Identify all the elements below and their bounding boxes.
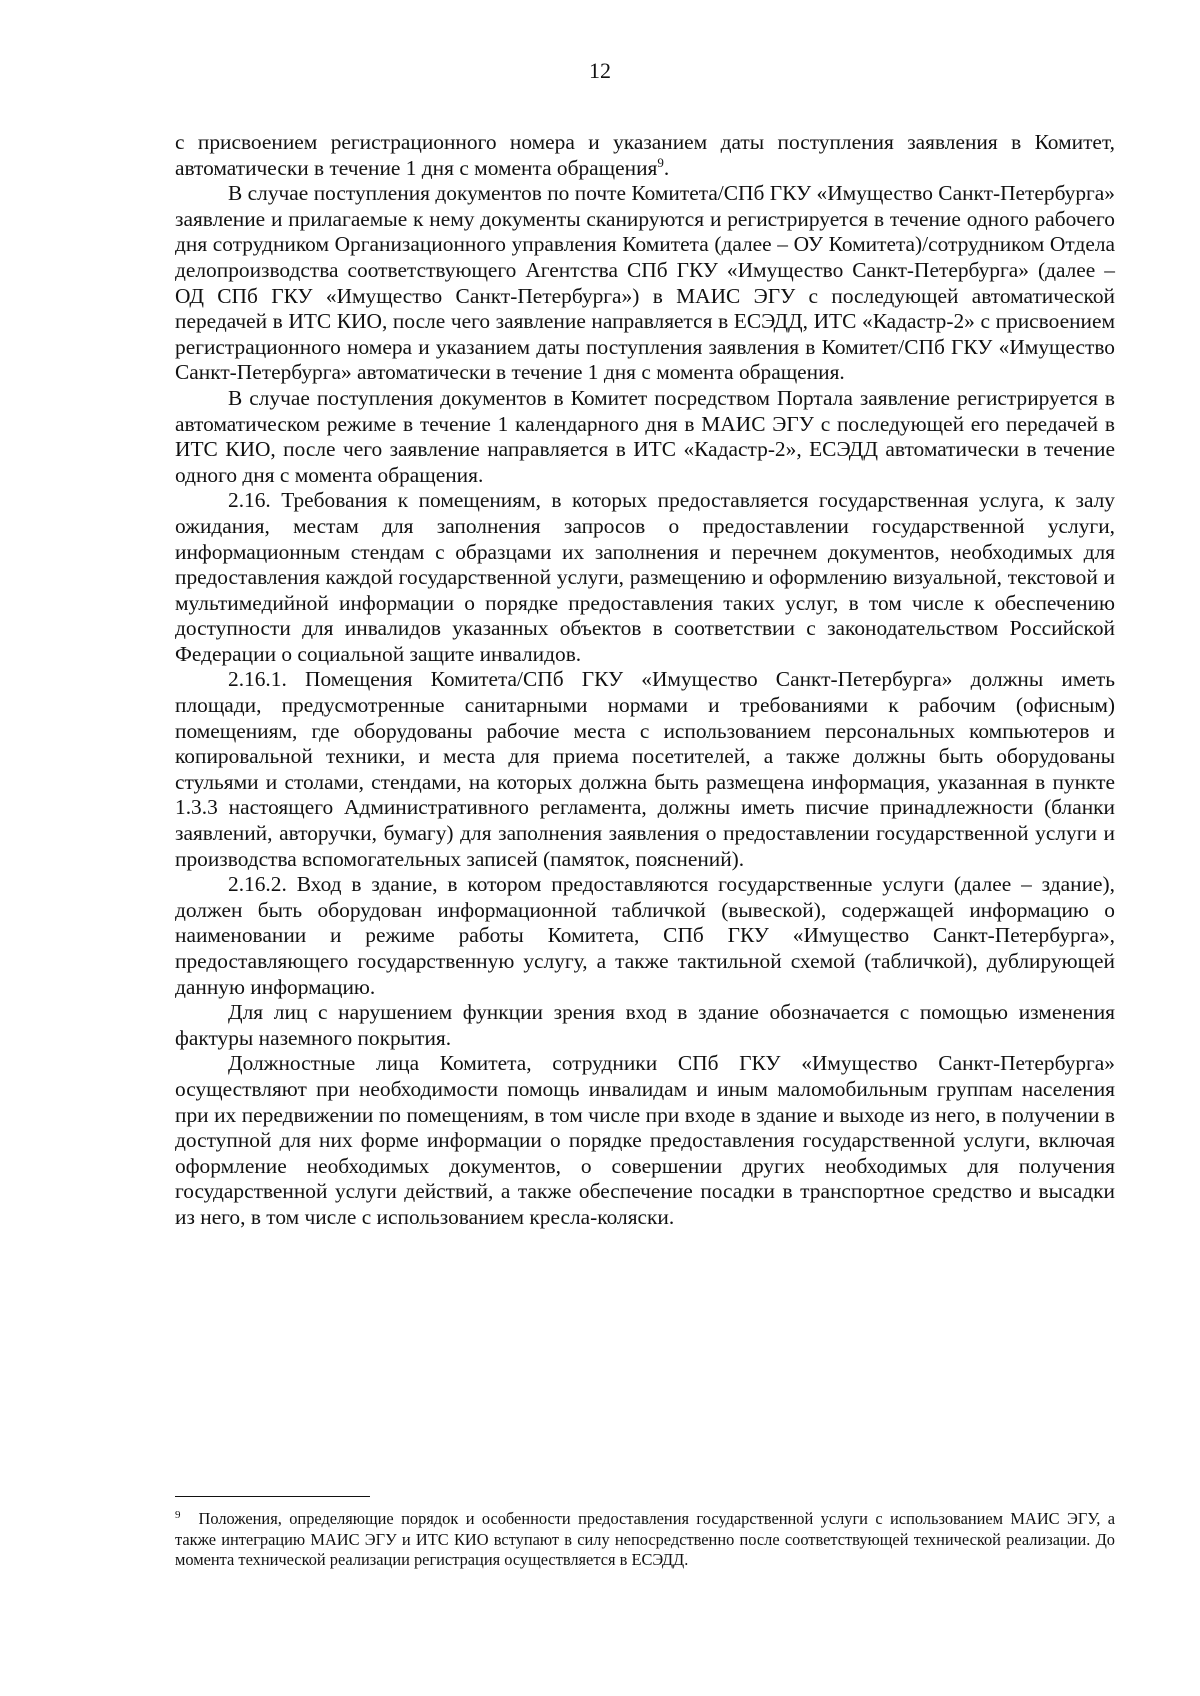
paragraph-section-2-16: 2.16. Требования к помещениям, в которых предоставляется государственная услуга, к залу ожидания, местам для заполнения запросов о предоставлении государственной услуги, информационным стендам с образцами их заполнения и перечнем документов, необходимых для предоставления каждой государственной услуги, размещению и оформлению визуальной, текстовой и мультимедийной информации о порядке предоставления таких услуг, в том числе к обеспечению доступности для инвалидов указанных объектов в соответствии с законодательством Российской Федерации о социальной защите инвалидов. (175, 488, 1115, 666)
footnote-marker: 9 (175, 1508, 181, 1521)
paragraph-section-2-16-2: 2.16.2. Вход в здание, в котором предоставляются государственные услуги (далее – здание), должен быть оборудован информационной табличкой (вывеской), содержащей информацию о наименовании и режиме работы Комитета, СПб ГКУ «Имущество Санкт-Петербурга», предоставляющего государственную услугу, а также тактильной схемой (табличкой), дублирующей данную информацию. (175, 872, 1115, 999)
paragraph-vision-impaired: Для лиц с нарушением функции зрения вход в здание обозначается с помощью изменения фактуры наземного покрытия. (175, 1000, 1115, 1050)
paragraph-officials-assistance: Должностные лица Комитета, сотрудники СПб ГКУ «Имущество Санкт-Петербурга» осуществляют при необходимости помощь инвалидам и иным маломобильным группам населения при их передвижении по помещениям, в том числе при входе в здание и выходе из него, в получении в доступной для них форме информации о порядке предоставления государственной услуги, включая оформление необходимых документов, о совершении других необходимых для получения государственной услуги действий, а также обеспечение посадки в транспортное средство и высадки из него, в том числе с использованием кресла-коляски. (175, 1051, 1115, 1229)
footnote-text: Положения, определяющие порядок и особенности предоставления государственной услуги с использованием МАИС ЭГУ, а также интеграцию МАИС ЭГУ и ИТС КИО вступают в силу непосредственно после соответствующей технической реализации. До момента технической реализации регистрация осуществляется в ЕСЭДД. (175, 1509, 1115, 1570)
footnote (175, 1509, 1115, 1571)
paragraph-text-after: . (663, 155, 670, 180)
paragraph-portal-submission: В случае поступления документов в Комитет посредством Портала заявление регистрируется в автоматическом режиме в течение 1 календарного дня в МАИС ЭГУ с последующей его передачей в ИТС КИО, после чего заявление направляется в ИТС «Кадастр-2», ЕСЭДД автоматически в течение одного дня с момента обращения. (175, 385, 1115, 487)
paragraph-continuation (175, 130, 1115, 181)
paragraph-mail-submission: В случае поступления документов по почте Комитета/СПб ГКУ «Имущество Санкт-Петербурга» заявление и прилагаемые к нему документы сканируются и регистрируется в течение одного рабочего дня сотрудником Организационного управления Комитета (далее – ОУ Комитета)/сотрудником Отдела делопроизводства соответствующего Агентства СПб ГКУ «Имущество Санкт-Петербурга» (далее – ОД СПб ГКУ «Имущество Санкт-Петербурга») в МАИС ЭГУ с последующей автоматической передачей в ИТС КИО, после чего заявление направляется в ЕСЭДД, ИТС «Кадастр-2» с присвоением регистрационного номера и указанием даты поступления заявления в Комитет/СПб ГКУ «Имущество Санкт-Петербурга» автоматически в течение 1 дня с момента обращения. (175, 181, 1115, 385)
paragraph-section-2-16-1: 2.16.1. Помещения Комитета/СПб ГКУ «Имущество Санкт-Петербурга» должны иметь площади, предусмотренные санитарными нормами и требованиями к рабочим (офисным) помещениям, где оборудованы рабочие места с использованием персональных компьютеров и копировальной техники, и места для приема посетителей, а также должны быть оборудованы стульями и столами, стендами, на которых должна быть размещена информация, указанная в пункте 1.3.3 настоящего Административного регламента, должны иметь писчие принадлежности (бланки заявлений, авторучки, бумагу) для заполнения заявления о предоставлении государственной услуги и производства вспомогательных записей (памяток, пояснений). (175, 667, 1115, 871)
footnote-paragraph (175, 1509, 1115, 1571)
footnote-divider (175, 1496, 370, 1497)
document-body (175, 130, 1115, 1231)
footnote-reference[interactable]: 9 (657, 154, 664, 170)
paragraph-text: с присвоением регистрационного номера и указанием даты поступления заявления в Комитет, автоматически в течение 1 дня с момента обращения (175, 130, 1115, 180)
page-number: 12 (589, 58, 611, 83)
